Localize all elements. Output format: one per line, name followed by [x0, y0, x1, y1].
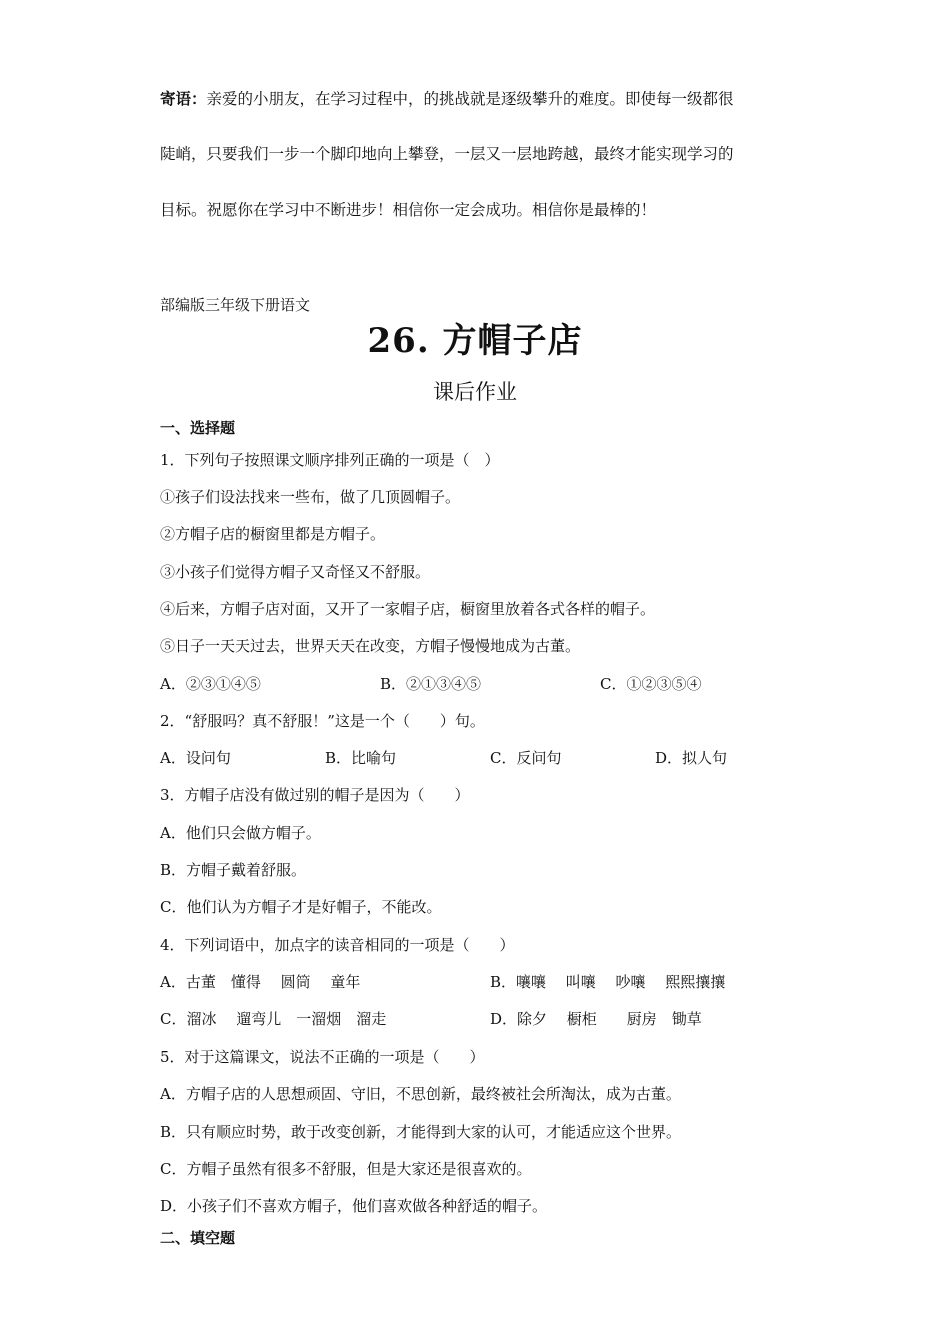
question-2-stem: 2．“舒服吗？真不舒服！”这是一个（ ）句。: [160, 712, 485, 730]
question-2-option-b: B．比喻句: [325, 749, 397, 767]
greeting-line-1: [160, 85, 800, 113]
question-1-option-b: B．②①③④⑤: [380, 675, 482, 693]
question-1-option-c: C．①②③⑤④: [600, 675, 702, 693]
question-4-stem: 4．下列词语中，加点字的读音相同的一项是（ ）: [160, 936, 515, 954]
greeting-line-2: 陡峭，只要我们一步一个脚印地向上攀登，一层又一层地跨越，最终才能实现学习的: [160, 145, 734, 163]
question-5-stem: 5．对于这篇课文，说法不正确的一项是（ ）: [160, 1048, 485, 1066]
greeting-text-1: 亲爱的小朋友，在学习过程中，的挑战就是逐级攀升的难度。即使每一级都很: [206, 90, 734, 108]
question-3-option-a: A．他们只会做方帽子。: [160, 824, 321, 842]
question-1-option-a: A．②③①④⑤: [160, 675, 261, 693]
question-3-stem: 3．方帽子店没有做过别的帽子是因为（ ）: [160, 786, 470, 804]
question-1-sentence-1: ①孩子们设法找来一些布，做了几顶圆帽子。: [160, 488, 461, 506]
question-5-option-d: D．小孩子们不喜欢方帽子，他们喜欢做各种舒适的帽子。: [160, 1197, 548, 1215]
question-2-option-c: C．反问句: [490, 749, 562, 767]
question-1-stem: 1．下列句子按照课文顺序排列正确的一项是（ ）: [160, 451, 500, 469]
question-1-sentence-4: ④后来，方帽子店对面，又开了一家帽子店，橱窗里放着各式各样的帽子。: [160, 600, 656, 618]
section-heading-fill-in: 二、填空题: [160, 1229, 236, 1247]
question-5-option-a: A．方帽子店的人思想顽固、守旧，不思创新，最终被社会所淘汰，成为古董。: [160, 1085, 681, 1103]
section-heading-choice: 一、选择题: [160, 419, 236, 437]
greeting-label: 寄语：: [160, 90, 207, 108]
question-1-sentence-5: ⑤日子一天天过去，世界天天在改变，方帽子慢慢地成为古董。: [160, 637, 581, 655]
question-4-option-a: A．古董 懂得 圆筒 童年: [160, 973, 361, 991]
question-2-option-d: D．拟人句: [655, 749, 728, 767]
question-3-option-c: C．他们认为方帽子才是好帽子，不能改。: [160, 898, 442, 916]
lesson-subtitle: 课后作业: [433, 380, 517, 404]
question-4-option-b: B．嚷嚷 叫嚷 吵嚷 熙熙攘攘: [490, 973, 726, 991]
question-3-option-b: B．方帽子戴着舒服。: [160, 861, 307, 879]
question-1-sentence-3: ③小孩子们觉得方帽子又奇怪又不舒服。: [160, 563, 431, 581]
question-1-sentence-2: ②方帽子店的橱窗里都是方帽子。: [160, 525, 386, 543]
question-2-option-a: A．设问句: [160, 749, 231, 767]
question-4-option-c: C．溜冰 遛弯儿 一溜烟 溜走: [160, 1010, 387, 1028]
lesson-title: 26. 方帽子店: [367, 321, 583, 361]
question-5-option-c: C．方帽子虽然有很多不舒服，但是大家还是很喜欢的。: [160, 1160, 532, 1178]
question-5-option-b: B．只有顺应时势，敢于改变创新，才能得到大家的认可，才能适应这个世界。: [160, 1123, 682, 1141]
greeting-line-3: 目标。祝愿你在学习中不断进步！相信你一定会成功。相信你是最棒的！: [160, 201, 657, 219]
question-4-option-d: D．除夕 橱柜 厨房 锄草: [490, 1010, 702, 1028]
grade-label: 部编版三年级下册语文: [160, 296, 311, 314]
